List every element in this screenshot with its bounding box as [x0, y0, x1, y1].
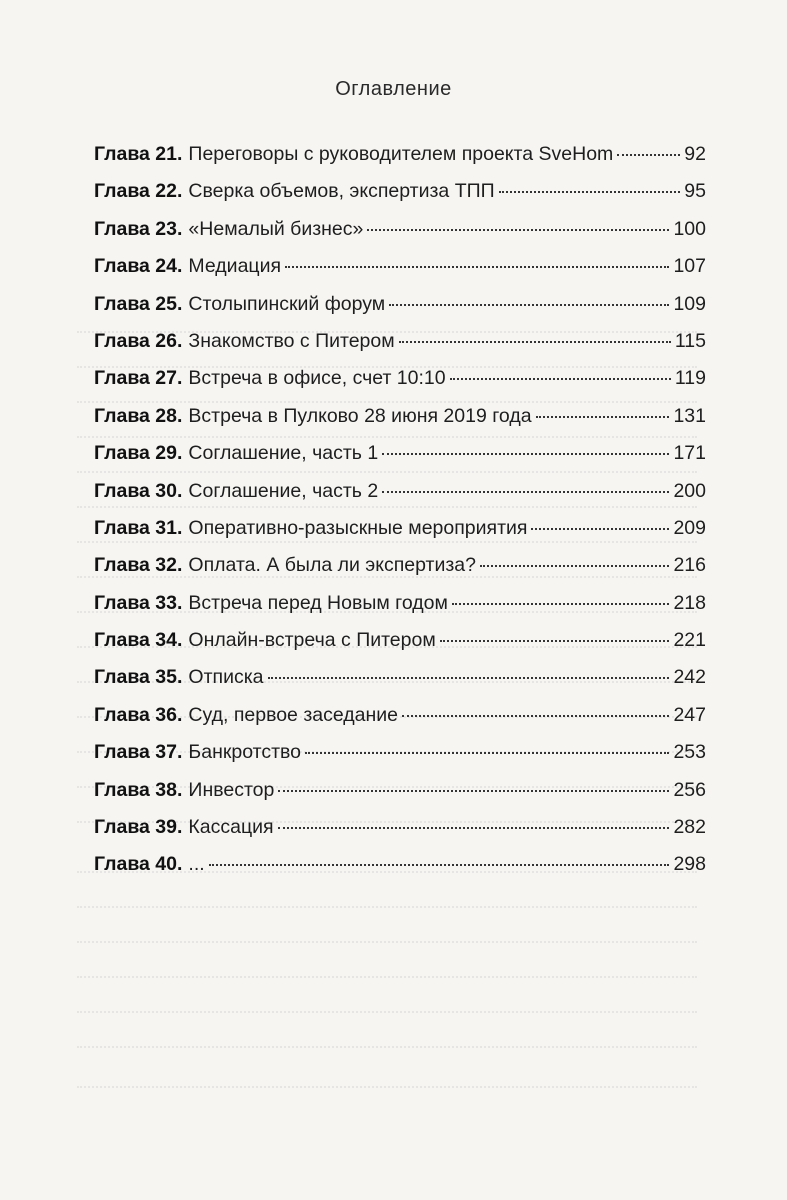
- dot-leader: [209, 864, 670, 866]
- chapter-title: Инвестор: [188, 778, 275, 801]
- dot-leader: [367, 229, 669, 231]
- toc-entry: [94, 779, 706, 816]
- page-number: 209: [673, 516, 706, 539]
- table-of-contents: [94, 143, 706, 891]
- page-number: 171: [673, 442, 706, 465]
- page-number: 109: [673, 292, 706, 315]
- toc-entry: [94, 367, 706, 404]
- page-number: 256: [673, 778, 706, 801]
- dot-leader: [399, 341, 671, 343]
- chapter-label: Глава 23.: [94, 217, 183, 240]
- chapter-title: Знакомство с Питером: [188, 329, 395, 352]
- chapter-title: ...: [188, 853, 205, 876]
- chapter-label: Глава 35.: [94, 666, 183, 689]
- dot-leader: [617, 154, 680, 156]
- chapter-title: Банкротство: [188, 741, 302, 764]
- toc-entry: [94, 741, 706, 778]
- dot-leader: [452, 603, 670, 605]
- chapter-title: Сверка объемов, экспертиза ТПП: [188, 180, 495, 203]
- toc-entry: [94, 666, 706, 703]
- page-number: 92: [684, 143, 706, 165]
- page-number: 95: [684, 180, 706, 203]
- chapter-label: Глава 26.: [94, 329, 183, 352]
- chapter-title: Оперативно-разыскные мероприятия: [188, 516, 528, 539]
- dot-leader: [499, 191, 681, 193]
- chapter-title: Встреча в офисе, счет 10:10: [188, 367, 446, 390]
- chapter-label: Глава 22.: [94, 180, 183, 203]
- page-number: 119: [674, 367, 706, 390]
- dot-leader: [285, 266, 669, 268]
- dot-leader: [480, 565, 669, 567]
- toc-entry: [94, 629, 706, 666]
- page-number: 100: [673, 217, 706, 240]
- page-number: 298: [673, 853, 706, 876]
- chapter-title: Оплата. А была ли экспертиза?: [188, 554, 476, 577]
- chapter-label: Глава 31.: [94, 516, 183, 539]
- chapter-label: Глава 29.: [94, 442, 183, 465]
- chapter-label: Глава 27.: [94, 367, 183, 390]
- chapter-label: Глава 36.: [94, 703, 183, 726]
- page-number: 247: [673, 703, 706, 726]
- page-number: 282: [673, 816, 706, 839]
- toc-entry: [94, 293, 706, 330]
- toc-entry: [94, 517, 706, 554]
- chapter-label: Глава 25.: [94, 292, 183, 315]
- dot-leader: [440, 640, 670, 642]
- chapter-title: «Немалый бизнес»: [188, 217, 364, 240]
- page-number: 131: [673, 404, 706, 427]
- page-title: Оглавление: [335, 78, 452, 100]
- chapter-label: Глава 21.: [94, 143, 183, 165]
- toc-entry: [94, 330, 706, 367]
- chapter-title: Переговоры с руководителем проекта SveHom: [188, 143, 614, 165]
- toc-entry: [94, 480, 706, 517]
- chapter-label: Глава 32.: [94, 554, 183, 577]
- chapter-title: Медиация: [188, 255, 282, 278]
- toc-entry: [94, 255, 706, 292]
- toc-entry: [94, 143, 706, 180]
- dot-leader: [305, 752, 669, 754]
- chapter-label: Глава 39.: [94, 816, 183, 839]
- dot-leader: [402, 715, 669, 717]
- dot-leader: [450, 378, 671, 380]
- chapter-title: Соглашение, часть 2: [188, 479, 379, 502]
- chapter-title: Кассация: [188, 816, 274, 839]
- page-number: 200: [673, 479, 706, 502]
- chapter-label: Глава 34.: [94, 629, 183, 652]
- chapter-title: Соглашение, часть 1: [188, 442, 379, 465]
- page-number: 253: [673, 741, 706, 764]
- chapter-label: Глава 28.: [94, 404, 183, 427]
- toc-entry: [94, 180, 706, 217]
- toc-entry: [94, 704, 706, 741]
- chapter-label: Глава 38.: [94, 778, 183, 801]
- chapter-title: Онлайн-встреча с Питером: [188, 629, 436, 652]
- page-number: 242: [673, 666, 706, 689]
- chapter-label: Глава 33.: [94, 591, 183, 614]
- toc-entry: [94, 218, 706, 255]
- dot-leader: [278, 827, 670, 829]
- toc-entry: [94, 405, 706, 442]
- toc-entry: [94, 554, 706, 591]
- dot-leader: [389, 304, 669, 306]
- toc-entry: [94, 853, 706, 890]
- dot-leader: [278, 790, 669, 792]
- chapter-label: Глава 37.: [94, 741, 183, 764]
- dot-leader: [382, 453, 669, 455]
- chapter-title: Встреча в Пулково 28 июня 2019 года: [188, 404, 532, 427]
- page-number: 107: [673, 255, 706, 278]
- chapter-title: Суд, первое заседание: [188, 703, 398, 726]
- dot-leader: [268, 677, 670, 679]
- toc-entry: [94, 442, 706, 479]
- page-number: 216: [673, 554, 706, 577]
- page-number: 218: [673, 591, 706, 614]
- chapter-label: Глава 30.: [94, 479, 183, 502]
- chapter-title: Столыпинский форум: [188, 292, 386, 315]
- chapter-title: Встреча перед Новым годом: [188, 591, 448, 614]
- dot-leader: [536, 416, 670, 418]
- page-number: 115: [674, 329, 706, 352]
- page-number: 221: [673, 629, 706, 652]
- chapter-title: Отписка: [188, 666, 264, 689]
- chapter-label: Глава 40.: [94, 853, 183, 876]
- toc-entry: [94, 816, 706, 853]
- chapter-label: Глава 24.: [94, 255, 183, 278]
- dot-leader: [382, 491, 669, 493]
- toc-entry: [94, 592, 706, 629]
- dot-leader: [531, 528, 669, 530]
